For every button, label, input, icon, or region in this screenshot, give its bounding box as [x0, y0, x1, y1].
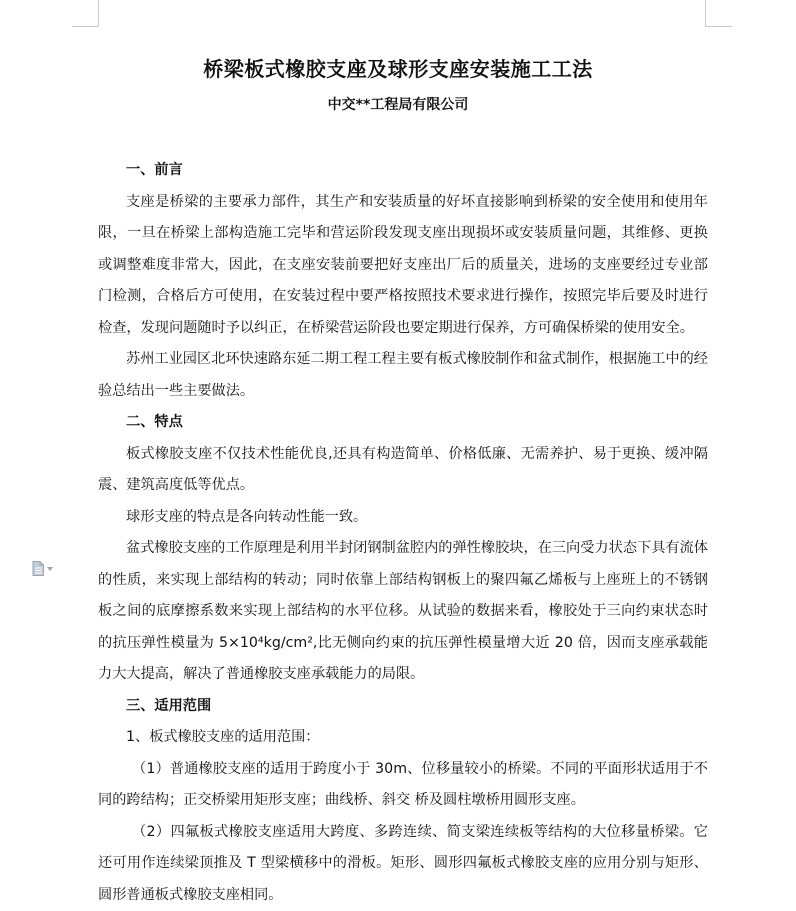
section-heading-preface: 一、前言: [98, 155, 708, 187]
list-item: 1、板式橡胶支座的适用范围：: [98, 722, 708, 754]
list-item: （2）四氟板式橡胶支座适用大跨度、多跨连续、简支梁连续板等结构的大位移量桥梁。它还可用作连续梁顶推及 T 型梁横移中的滑板。矩形、圆形四氟板式橡胶支座的应用分别与矩形、圆形普通板式橡胶支座相同。: [98, 817, 708, 911]
paragraph: 盆式橡胶支座的工作原理是利用半封闭钢制盆腔内的弹性橡胶块，在三向受力状态下具有流体的性质，来实现上部结构的转动；同时依靠上部结构钢板上的聚四氟乙烯板与上座班上的不锈钢板之间的底摩擦系数来实现上部结构的水平位移。从试验的数据来看，橡胶处于三向约束状态时的抗压弹性模量为 5×10⁴kg/cm²,比无侧向约束的抗压弹性模量增大近 20 倍，因而支座承载能力大大提高，解决了普通橡胶支座承载能力的局限。: [98, 533, 708, 691]
document-icon: [32, 561, 44, 576]
paragraph: 支座是桥梁的主要承力部件，其生产和安装质量的好坏直接影响到桥梁的安全使用和使用年限，一旦在桥梁上部构造施工完毕和营运阶段发现支座出现损坏或安装质量问题，其维修、更换或调整难度非常大，因此，在支座安装前要把好支座出厂后的质量关，进场的支座要经过专业部门检测，合格后方可使用，在安装过程中要严格按照技术要求进行操作，按照完毕后要及时进行检查，发现问题随时予以纠正，在桥梁营运阶段也要定期进行保养，方可确保桥梁的使用安全。: [98, 187, 708, 345]
section-heading-features: 二、特点: [98, 407, 708, 439]
document-options-button[interactable]: [32, 561, 53, 576]
crop-mark-top-left: [72, 0, 99, 27]
chevron-down-icon: [47, 567, 53, 571]
list-item: （1）普通橡胶支座的适用于跨度小于 30m、位移量较小的桥梁。不同的平面形状适用于不同的跨结构；正交桥梁用矩形支座；曲线桥、斜交 桥及圆柱墩桥用圆形支座。: [98, 754, 708, 817]
document-title: 桥梁板式橡胶支座及球形支座安装施工工法: [0, 53, 796, 82]
document-body: [98, 155, 708, 911]
section-heading-scope: 三、适用范围: [98, 691, 708, 723]
paragraph: 球形支座的特点是各向转动性能一致。: [98, 502, 708, 534]
paragraph: 苏州工业园区北环快速路东延二期工程工程主要有板式橡胶制作和盆式制作，根据施工中的经验总结出一些主要做法。: [98, 344, 708, 407]
document-subtitle: 中交**工程局有限公司: [0, 94, 796, 114]
crop-mark-top-right: [705, 0, 732, 27]
paragraph: 板式橡胶支座不仅技术性能优良,还具有构造简单、价格低廉、无需养护、易于更换、缓冲隔震、建筑高度低等优点。: [98, 439, 708, 502]
